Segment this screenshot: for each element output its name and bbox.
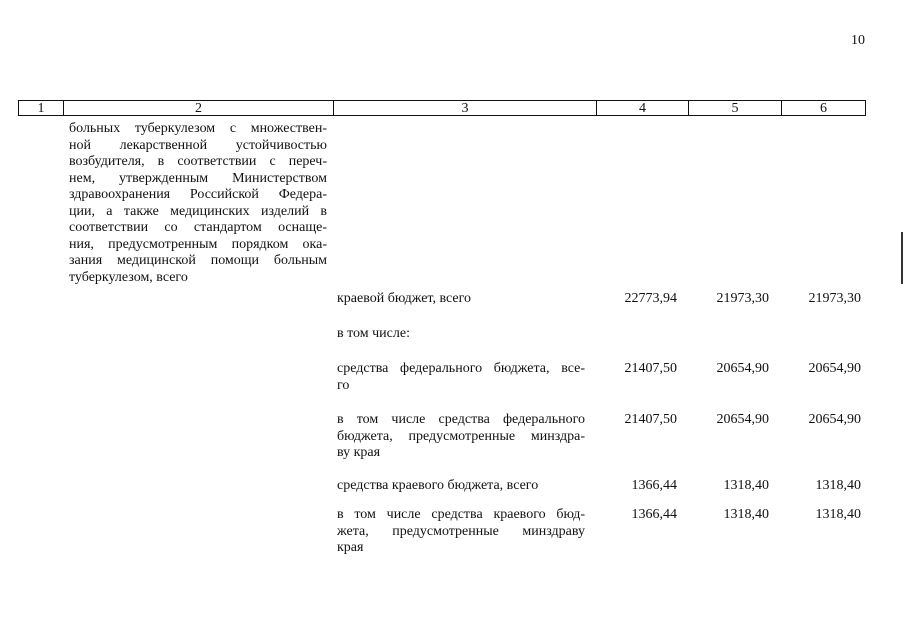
description-line: ции, а также медицинских изделий в [69, 203, 327, 219]
header-col-2: 2 [64, 101, 334, 115]
value-col-5: 20654,90 [716, 361, 769, 376]
value-col-4: 1366,44 [631, 507, 677, 522]
row-label [337, 291, 585, 308]
description-line: больных туберкулезом с множествен- [69, 121, 327, 136]
description-line: здравоохранения Российской Федера- [69, 187, 327, 202]
description-line: нем, утвержденным Министерством [69, 170, 327, 186]
value-col-4: 21407,50 [624, 361, 677, 376]
page-number: 10 [851, 33, 865, 48]
header-col-5: 5 [689, 101, 782, 115]
row-label-line: края [337, 540, 364, 555]
row-label [337, 478, 585, 495]
row-label-line: жета, предусмотренные минздраву [337, 523, 585, 539]
value-col-4: 21407,50 [624, 412, 677, 427]
header-col-3: 3 [334, 101, 597, 115]
row-label [337, 361, 585, 394]
row-label-line: средства краевого бюджета, всего [337, 478, 539, 493]
row-label-line: средства федерального бюджета, все- [337, 361, 585, 376]
row-label-line: в том числе: [337, 326, 410, 341]
row-label-line: краевой бюджет, всего [337, 291, 472, 306]
value-col-4: 1366,44 [631, 478, 677, 493]
value-col-6: 1318,40 [815, 478, 861, 493]
description-line: туберкулезом, всего [69, 269, 188, 285]
row-label [337, 412, 585, 462]
value-col-5: 20654,90 [716, 412, 769, 427]
table-header-row [18, 100, 866, 116]
header-col-4: 4 [597, 101, 689, 115]
value-col-6: 20654,90 [808, 361, 861, 376]
row-label [337, 507, 585, 557]
value-col-6: 21973,30 [808, 291, 861, 306]
value-col-5: 1318,40 [723, 507, 769, 522]
row-label-line: в том числе средства краевого бюд- [337, 507, 585, 522]
row-label-line: в том числе средства федерального [337, 412, 585, 427]
row-label-line: ву края [337, 445, 381, 460]
description-line: возбудителя, в соответствии с переч- [69, 154, 327, 169]
value-col-4: 22773,94 [624, 291, 677, 306]
row-label-line: бюджета, предусмотренные минздра- [337, 428, 585, 444]
value-col-5: 21973,30 [716, 291, 769, 306]
header-col-6: 6 [820, 101, 827, 116]
row-label-line: го [337, 377, 350, 393]
header-col-1: 1 [19, 101, 64, 115]
description-line: ной лекарственной устойчивостью [69, 137, 327, 153]
description-line: ния, предусмотренным порядком ока- [69, 236, 327, 252]
activity-description [69, 121, 327, 286]
description-line: соответствии со стандартом оснаще- [69, 220, 327, 235]
value-col-6: 20654,90 [808, 412, 861, 427]
value-col-5: 1318,40 [723, 478, 769, 493]
scan-edge-mark [901, 232, 903, 284]
description-line: зания медицинской помощи больным [69, 253, 327, 268]
value-col-6: 1318,40 [815, 507, 861, 522]
row-label [337, 326, 585, 343]
